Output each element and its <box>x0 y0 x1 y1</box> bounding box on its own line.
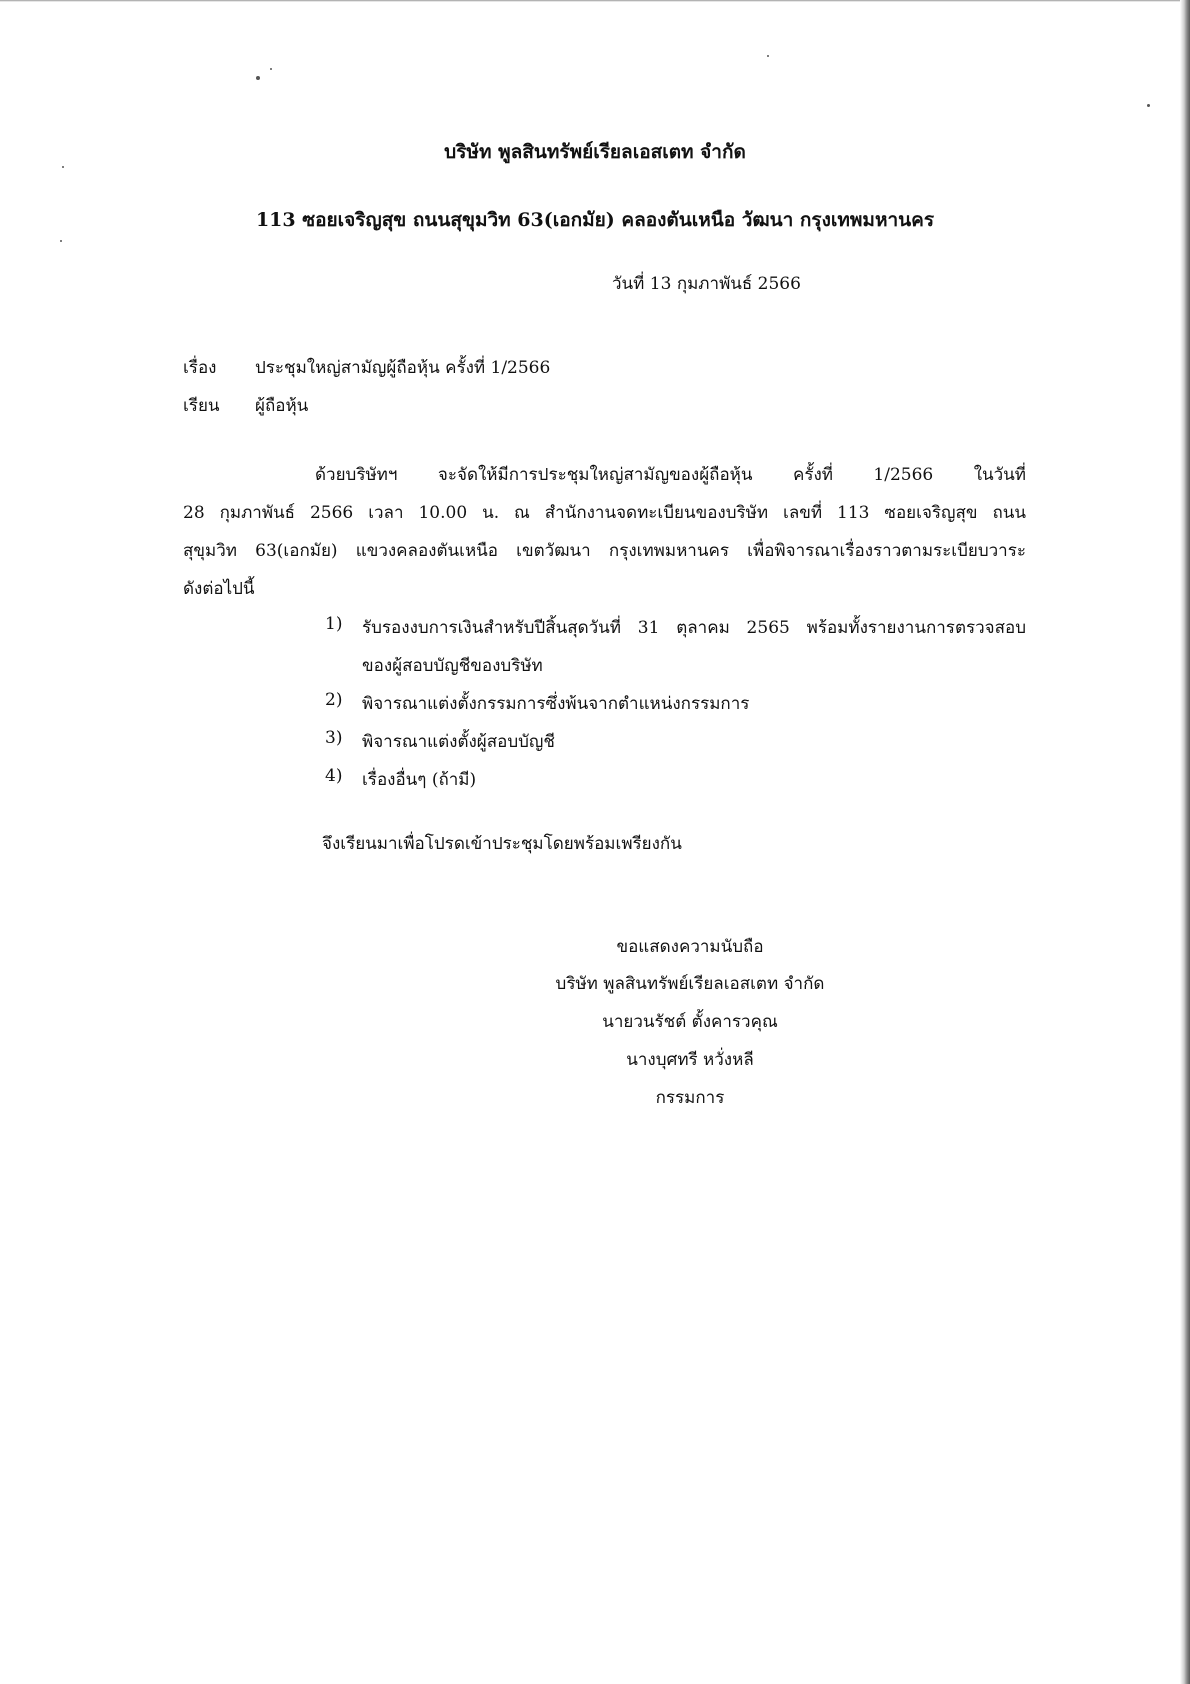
signature-signer-2: นางบุศทรี หวั่งหลี <box>626 1050 754 1070</box>
agenda-item-text: เรื่องอื่นๆ (ถ้ามี) <box>362 770 477 790</box>
agenda-item-text: พิจารณาแต่งตั้งกรรมการซึ่งพ้นจากตำแหน่งกรรมการ <box>362 694 750 714</box>
company-title: บริษัท พูลสินทรัพย์เรียลเอสเตท จำกัด <box>444 141 746 163</box>
body-line: ดังต่อไปนี้ <box>183 579 255 599</box>
agenda-number: 2) <box>325 690 343 710</box>
company-address: 113 ซอยเจริญสุข ถนนสุขุมวิท 63(เอกมัย) คลองตันเหนือ วัฒนา กรุงเทพมหานคร <box>255 209 935 231</box>
agenda-item-text: รับรองงบการเงินสำหรับปีสิ้นสุดวันที่ 31 ตุลาคม 2565 พร้อมทั้งรายงานการตรวจสอบ <box>362 618 1026 638</box>
recipient-label: เรียน <box>183 396 220 416</box>
agenda-item-text: ของผู้สอบบัญชีของบริษัท <box>362 656 543 676</box>
signature-company: บริษัท พูลสินทรัพย์เรียลเอสเตท จำกัด <box>555 974 825 994</box>
scan-right-edge <box>1180 0 1190 1684</box>
agenda-item-text: พิจารณาแต่งตั้งผู้สอบบัญชี <box>362 732 555 752</box>
body-line: 28 กุมภาพันธ์ 2566 เวลา 10.00 น. ณ สำนักงานจดทะเบียนของบริษัท เลขที่ 113 ซอยเจริญสุข ถนน <box>183 503 1026 523</box>
scan-speck <box>1147 104 1150 107</box>
scan-speck <box>767 55 769 57</box>
scan-speck <box>270 68 272 70</box>
agenda-number: 1) <box>325 614 343 634</box>
recipient-text: ผู้ถือหุ้น <box>255 396 309 416</box>
body-line: สุขุมวิท 63(เอกมัย) แขวงคลองตันเหนือ เขตวัฒนา กรุงเทพมหานคร เพื่อพิจารณาเรื่องราวตามระเบียบวาระ <box>183 541 1026 561</box>
subject-label: เรื่อง <box>183 358 217 378</box>
scan-top-edge <box>0 0 1190 2</box>
agenda-number: 4) <box>325 766 343 786</box>
signature-signer-1: นายวนรัชต์ ตั้งคารวคุณ <box>602 1012 778 1032</box>
letter-date: วันที่ 13 กุมภาพันธ์ 2566 <box>612 274 801 294</box>
agenda-number: 3) <box>325 728 343 748</box>
scan-speck <box>256 76 260 80</box>
scan-speck <box>60 240 62 242</box>
closing-text: จึงเรียนมาเพื่อโปรดเข้าประชุมโดยพร้อมเพรียงกัน <box>322 834 682 854</box>
signature-regards: ขอแสดงความนับถือ <box>616 937 764 957</box>
signature-position: กรรมการ <box>655 1088 725 1108</box>
body-line: ด้วยบริษัทฯ จะจัดให้มีการประชุมใหญ่สามัญของผู้ถือหุ้น ครั้งที่ 1/2566 ในวันที่ <box>315 465 1026 485</box>
subject-text: ประชุมใหญ่สามัญผู้ถือหุ้น ครั้งที่ 1/2566 <box>255 358 551 378</box>
